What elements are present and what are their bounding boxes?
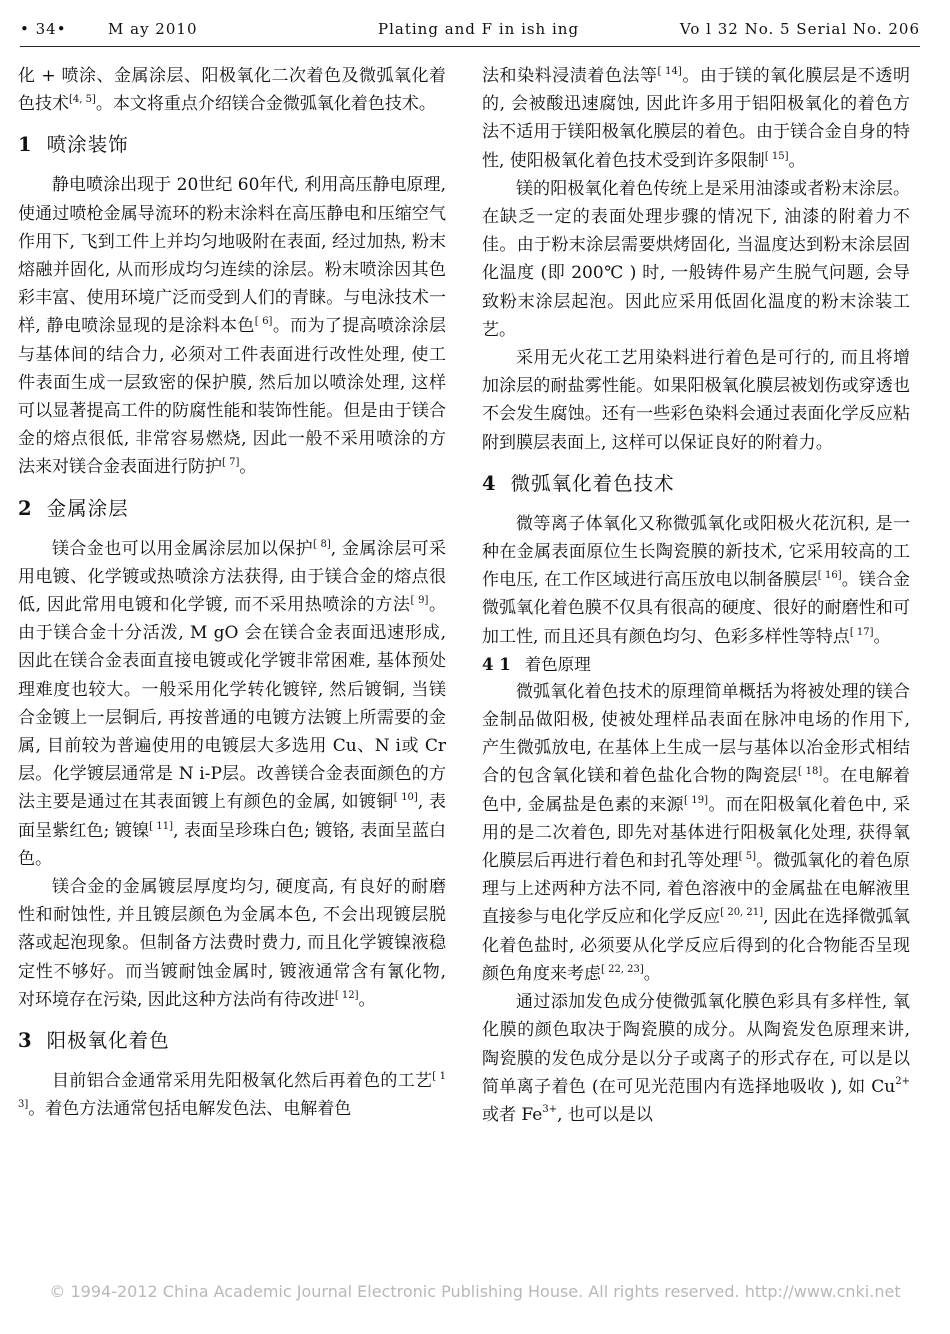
journal-title: Plating and F in ish ing	[378, 20, 580, 38]
citation: [ 17]	[849, 626, 874, 638]
section-3-paragraph-3: 采用无火花工艺用染料进行着色是可行的, 而且将增加涂层的耐盐雾性能。如果阳极氧化膜层被划伤或穿透也不会发生腐蚀。还有一些彩色染料会通过表面化学反应粘附到膜层表面上, 这样可以保证良好的附着力。	[482, 348, 910, 453]
citation: [ 8]	[313, 538, 331, 550]
citation: [ 20, 21]	[720, 907, 764, 919]
citation: [4, 5]	[69, 94, 96, 106]
citation: [ 7]	[222, 457, 240, 469]
section-3-paragraph: 目前铝合金通常采用先阳极氧化然后再着色的工艺[ 13]。着色方法通常包括电解发色法、电解着色	[18, 1071, 446, 1120]
citation: [ 18]	[797, 766, 823, 778]
header-rule	[20, 46, 920, 47]
citation: [ 14]	[657, 66, 682, 77]
volume-info: Vo l 32 No. 5 Serial No. 206	[679, 20, 920, 38]
citation: [ 6]	[254, 316, 273, 328]
copyright-footer: © 1994-2012 China Academic Journal Electronic Publishing House. All rights reserved. http://www.cnki.net	[49, 1282, 901, 1301]
citation: [ 12]	[334, 989, 359, 1001]
left-column	[18, 62, 446, 1124]
citation: [ 16]	[817, 570, 842, 582]
subsection-4-1-paragraph-2: 通过添加发色成分使微弧氧化膜色彩具有多样性, 氧化膜的颜色取决于陶瓷膜的成分。从陶瓷发色原理来讲, 陶瓷膜的发色成分是以分子或离子的形式存在, 可以是以简单离子着色 (在可见光范围内有选择地吸收 ), 如 $Cu^{2+}$ 或者 $Fe^{3+}$, 也可以是以	[482, 992, 910, 1125]
page-number: • 34•	[20, 20, 67, 38]
section-4-paragraph: 微等离子体氧化又称微弧氧化或阳极火花沉积, 是一种在金属表面原位生长陶瓷膜的新技术, 它采用较高的工作电压, 在工作区域进行高压放电以制备膜层[ 16]。镁合金微弧氧化着色膜不仅具有很高的硬度、很好的耐磨性和可加工性, 而且还具有颜色均匀、色彩多样性等特点[ 17]。	[482, 513, 911, 647]
intro-paragraph: 化 + 喷涂、金属涂层、阳极氧化二次着色及微弧氧化着色技术[4, 5]。本文将重点介绍镁合金微弧氧化着色技术。	[18, 66, 446, 115]
issue-date: M ay 2010	[108, 20, 198, 38]
subsection-4-1-paragraph-1: 微弧氧化着色技术的原理简单概括为将被处理的镁合金制品做阳极, 使被处理样品表面在脉冲电场的作用下, 产生微弧放电, 在基体上生成一层与基体以冶金形式相结合的包含氧化镁和着色盐化合物的陶瓷层[ 18]。在电解着色中, 金属盐是色素的来源[ 19]。而在阳极氧化着色中, 采用的是二次着色, 即先对基体进行阳极氧化处理, 获得氧化膜层后再进行着色和封孔等处理[ 5]。微弧氧化的着色原理与上述两种方法不同, 着色溶液中的金属盐在电解液里直接参与电化学反应和化学反应[ 20, 21], 因此在选择微弧氧化着色盐时, 必须要从化学反应后得到的化合物能否呈现颜色角度来考虑[ 22, 23]。	[482, 681, 911, 984]
section-1-heading: 1 喷涂装饰	[18, 133, 129, 157]
citation: [ 10]	[393, 792, 418, 804]
citation: [ 22, 23]	[601, 963, 644, 975]
citation: [ 15]	[764, 150, 789, 162]
right-column	[482, 62, 910, 1129]
citation: [ 19]	[683, 794, 709, 806]
section-3-paragraph-2: 镁的阳极氧化着色传统上是采用油漆或者粉末涂层。在缺乏一定的表面处理步骤的情况下, 油漆的附着力不佳。由于粉末涂层需要烘烤固化, 当温度达到粉末涂层固化温度 (即 200℃ ) 时, 一般铸件易产生脱气问题, 会导致粉末涂层起泡。因此应采用低固化温度的粉末涂装工艺。	[482, 178, 910, 340]
section-2-heading: 2 金属涂层	[18, 496, 129, 520]
citation: [ 9]	[410, 595, 429, 607]
citation: [ 11]	[149, 820, 174, 832]
section-2-paragraph-1: 镁合金也可以用金属涂层加以保护[ 8], 金属涂层可采用电镀、化学镀或热喷涂方法获得, 由于镁合金的熔点很低, 因此常用电镀和化学镀, 而不采用热喷涂的方法[ 9]。由于镁合金十分活泼, M gO 会在镁合金表面迅速形成, 因此在镁合金表面直接电镀或化学镀非常困难, 基体预处理难度也较大。一般采用化学转化镀锌, 然后镀铜, 当镁合金镀上一层铜后, 再按普通的电镀方法镀上所需要的金属, 目前较为普遍使用的电镀层大多选用 Cu、N i或 Cr层。化学镀层通常是 N i-P层。改善镁合金表面颜色的方法主要是通过在其表面镀上有颜色的金属, 如镀铜[ 10], 表面呈紫红色; 镀镍[ 11], 表面呈珍珠白色; 镀铬, 表面呈蓝白色。	[18, 538, 447, 869]
section-3-heading: 3 阳极氧化着色	[18, 1029, 170, 1053]
section-1-paragraph: 静电喷涂出现于 20世纪 60年代, 利用高压静电原理, 使通过喷枪金属导流环的粉末涂料在高压静电和压缩空气作用下, 飞到工件上并均匀地吸附在表面, 经过加热, 粉末熔融并固化, 从而形成均匀连续的涂层。粉末喷涂因其色彩丰富、使用环境广泛而受到人们的青睐。与电泳技术一样, 静电喷涂显现的是涂料本色[ 6]。而为了提高喷涂涂层与基体间的结合力, 必须对工件表面进行改性处理, 使工件表面生成一层致密的保护膜, 然后加以喷涂处理, 这样可以显著提高工件的防腐性能和装饰性能。但是由于镁合金的熔点很低, 非常容易燃烧, 因此一般不采用喷涂的方法来对镁合金表面进行防护[ 7]。	[18, 175, 447, 478]
subsection-4-1-heading: 4 1 着色原理	[482, 654, 591, 674]
citation: [ 5]	[738, 851, 757, 863]
superscript-charge: 2+	[895, 1075, 910, 1087]
citation: [ 13]	[18, 1071, 446, 1111]
page-header	[20, 16, 920, 46]
section-4-heading: 4 微弧氧化着色技术	[482, 471, 675, 495]
superscript-charge: 3+	[542, 1103, 558, 1115]
continued-paragraph: 法和染料浸渍着色法等[ 14]。由于镁的氧化膜层是不透明的, 会被酸迅速腐蚀, 因此许多用于铝阳极氧化的着色方法不适用于镁阳极氧化膜层的着色。由于镁合金自身的特性, 使阳极氧化着色技术受到许多限制[ 15]。	[482, 66, 911, 171]
section-2-paragraph-2: 镁合金的金属镀层厚度均匀, 硬度高, 有良好的耐磨性和耐蚀性, 并且镀层颜色为金属本色, 不会出现镀层脱落或起泡现象。但制备方法费时费力, 而且化学镀镍液稳定性不够好。而当镀耐蚀金属时, 镀液通常含有氰化物, 对环境存在污染, 因此这种方法尚有待改进[ 12]。	[18, 877, 446, 1010]
